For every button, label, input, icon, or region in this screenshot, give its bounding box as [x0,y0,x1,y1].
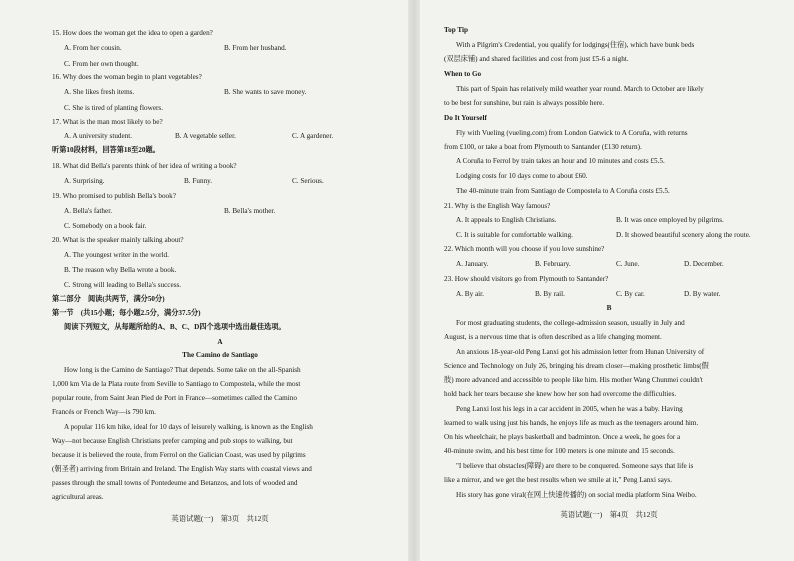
passage-line: On his wheelchair, he plays basketball and badminton. Once a week, he goes for a [444,433,681,441]
q20-option-a: A. The youngest writer in the world. [64,251,169,259]
q16-option-a: A. She likes fresh items. [64,88,135,96]
top-tip-line: (双层床铺) and shared facilities and cost from just £5-6 a night. [444,55,629,63]
q23-option-a: A. By air. [456,290,484,298]
passage-line: August, is a nervous time that is often described as a life changing moment. [444,333,662,341]
passage-line: Way—not because English Christians prefer camping and pub stops to walking, but [52,437,293,445]
q19-option-a: A. Bella's father. [64,207,112,215]
left-page [52,0,388,561]
q20-option-c: C. Strong will leading to Bella's success. [64,281,182,289]
q16-option-c: C. She is tired of planting flowers. [64,104,164,112]
do-it-yourself-heading: Do It Yourself [444,114,487,122]
page-footer: 英语试题(一) 第3页 共12页 [171,514,269,523]
when-to-go-line: This part of Spain has relatively mild weather year round. March to October are likely [456,85,704,93]
q23-option-b: B. By rail. [535,290,565,298]
passage-line: "I believe that obstacles(障碍) are there to be conquered. Someone says that life is [456,462,694,470]
q21-option-b: B. It was once employed by pilgrims. [616,216,724,224]
when-to-go-heading: When to Go [444,70,482,78]
passage-line: passes through the small towns of Pontedeume and Betanzos, and lots of wooded and [52,479,298,487]
q22-option-b: B. February. [535,260,571,268]
q23-option-c: C. By car. [616,290,645,298]
q15-option-b: B. From her husband. [224,44,287,52]
passage-line: How long is the Camino de Santiago? That depends. Some take on the all-Spanish [64,366,301,374]
passage-line: hold back her tears because she knew how her son had overcome the difficulties. [444,390,677,398]
q21-option-c: C. It is suitable for comfortable walking. [456,231,573,239]
q22-option-a: A. January. [456,260,489,268]
do-it-yourself-line: from £100, or take a boat from Plymouth to Santander (£130 return). [444,143,642,151]
passage-line: because it is believed the route, from Ferrol on the Galician Coast, was used by pilgrims [52,451,306,459]
passage-line: For most graduating students, the college-admission season, usually in July and [456,319,685,327]
question-23: 23. How should visitors go from Plymouth to Santander? [444,275,609,283]
q17-option-c: C. A gardener. [292,132,334,140]
passage-line: 40-minute swim, and his best time for 100 meters is one minute and 15 seconds. [444,447,675,455]
question-21: 21. Why is the English Way famous? [444,202,551,210]
q18-option-a: A. Surprising. [64,177,105,185]
q18-option-b: B. Funny. [184,177,213,185]
section-one-heading: 第一节 (共15小题；每小题2.5分，满分37.5分) [52,309,201,317]
passage-a-title: The Camino de Santiago [182,351,258,359]
passage-line: Peng Lanxi lost his legs in a car accident in 2005, when he was a baby. Having [456,405,683,413]
q22-option-d: D. December. [684,260,724,268]
passage-line: Francés or French Way—is 790 km. [52,408,156,416]
passage-line: like a mirror, and we get the best results when we smile at it," Peng Lanxi says. [444,476,672,484]
passage-line: 1,000 km Via de la Plata route from Seville to Santiago to Compostela, while the most [52,380,301,388]
q17-option-a: A. A university student. [64,132,133,140]
do-it-yourself-line: The 40-minute train from Santiago de Compostela to A Coruña costs £5.5. [456,187,670,195]
passage-a-letter: A [217,338,223,346]
q19-option-c: C. Somebody on a book fair. [64,222,147,230]
part-two-heading: 第二部分 阅读(共两节，满分50分) [52,295,165,303]
page-footer: 英语试题(一) 第4页 共12页 [560,510,658,519]
passage-line: (朝圣者) arriving from Britain and Ireland. The English Way starts with coastal views and [52,465,312,473]
top-tip-heading: Top Tip [444,26,469,34]
reading-instruction: 阅读下列短文，从每题所给的A、B、C、D四个选项中选出最佳选项。 [64,323,286,331]
q19-option-b: B. Bella's mother. [224,207,276,215]
top-tip-line: With a Pilgrim's Credential, you qualify for lodgings(住宿), which have bunk beds [456,41,695,49]
passage-line: popular route, from Saint Jean Pied de Port in France—sometimes called the Camino [52,394,297,402]
passage-line: 肢) more advanced and accessible to people like him. His mother Wang Chunmei couldn't [444,376,703,384]
passage-b-letter: B [606,304,612,312]
question-16: 16. Why does the woman begin to plant vegetables? [52,73,202,81]
page-fold [408,0,420,561]
do-it-yourself-line: A Coruña to Ferrol by train takes an hour and 10 minutes and costs £5.5. [456,157,665,165]
passage-line: Science and Technology on July 26, bringing his dream closer—making prosthetic limbs(假 [444,362,709,370]
question-20: 20. What is the speaker mainly talking about? [52,236,184,244]
passage-line: learned to walk using just his hands, he enjoys life as much as the teenagers around him. [444,419,699,427]
q17-option-b: B. A vegetable seller. [175,132,236,140]
do-it-yourself-line: Lodging costs for 10 days come to about £60. [456,172,588,180]
passage-line: An anxious 18-year-old Peng Lanxi got his admission letter from Hunan University of [456,348,705,356]
question-17: 17. What is the man most likely to be? [52,118,163,126]
do-it-yourself-line: Fly with Vueling (vueling.com) from London Gatwick to A Coruña, with returns [456,129,688,137]
question-22: 22. Which month will you choose if you love sunshine? [444,245,605,253]
passage-line: agricultural areas. [52,493,104,501]
q21-option-d: D. It showed beautiful scenery along the route. [616,231,751,239]
q15-option-c: C. From her own thought. [64,60,139,68]
right-page [444,0,774,561]
passage-line: His story has gone viral(在网上快速传播的) on social media platform Sina Weibo. [456,491,697,499]
q18-option-c: C. Serious. [292,177,324,185]
q20-option-b: B. The reason why Bella wrote a book. [64,266,177,274]
q21-option-a: A. It appeals to English Christians. [456,216,557,224]
listening-material-note: 听第10段材料，回答第18至20题。 [52,146,160,154]
q15-option-a: A. From her cousin. [64,44,122,52]
passage-line: A popular 116 km hike, ideal for 10 days of leisurely walking, is known as the English [64,423,313,431]
question-15: 15. How does the woman get the idea to open a garden? [52,29,213,37]
question-19: 19. Who promised to publish Bella's book? [52,192,176,200]
q23-option-d: D. By water. [684,290,721,298]
when-to-go-line: to be best for sunshine, but rain is always possible here. [444,99,605,107]
q22-option-c: C. June. [616,260,640,268]
question-18: 18. What did Bella's parents think of her idea of writing a book? [52,162,237,170]
q16-option-b: B. She wants to save money. [224,88,307,96]
